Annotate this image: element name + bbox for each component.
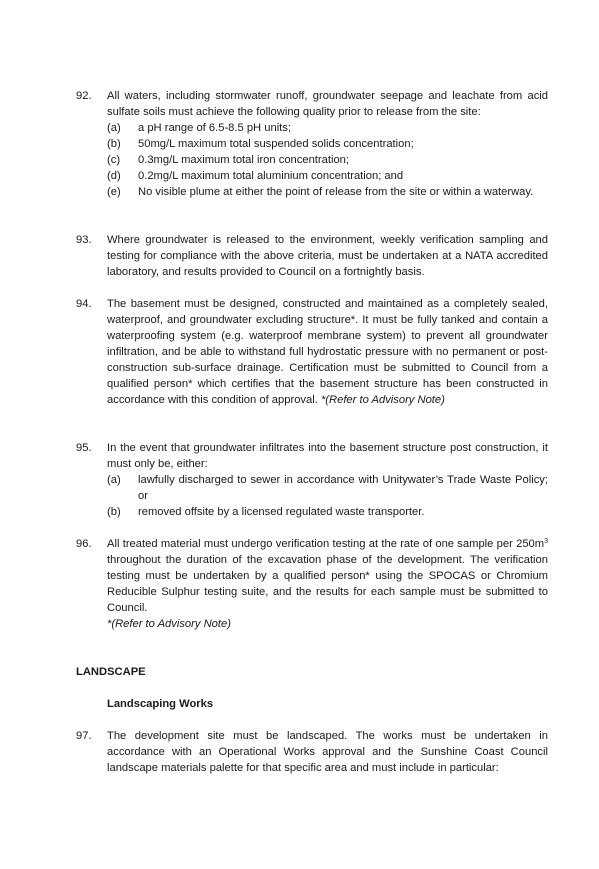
list-item-text: lawfully discharged to sewer in accordance with Unitywater’s Trade Waste Policy; or [138,474,548,502]
clause-number: 94. [76,298,92,310]
clause-text-continued: throughout the duration of the excavation phase of the development. The verification testing must be undertaken by a qualified person* using the SPOCAS or Chromium Reducible Sulphur testing suite, and the results for each sample must be submitted to Council. [107,554,548,614]
clause-96 [76,536,550,632]
list-item-text: No visible plume at either the point of release from the site or within a waterway. [138,186,534,198]
list-item [107,152,548,168]
clause-text: Where groundwater is released to the environment, weekly verification sampling and testing for compliance with the above criteria, must be undertaken at a NATA accredited laboratory, and results provided to Council on a fortnightly basis. [107,234,548,278]
subsection-heading: Landscaping Works [107,698,214,710]
list-item [107,136,548,152]
list-item [107,504,548,520]
list-item [107,168,548,184]
list-item-label: (c) [107,154,121,166]
clause-number: 92. [76,90,92,102]
list-item-label: (a) [107,474,121,486]
list-item-label: (b) [107,506,121,518]
list-item-text: 0.3mg/L maximum total iron concentration; [138,154,349,166]
clause-number: 96. [76,538,92,550]
clause-text: In the event that groundwater infiltrates into the basement structure post construction, it must only be, either: [107,442,548,470]
list-item-label: (b) [107,138,121,150]
list-item-text: 50mg/L maximum total suspended solids concentration; [138,138,414,150]
list-item-label: (a) [107,122,121,134]
list-item [107,472,548,504]
advisory-note-ref: *(Refer to Advisory Note) [320,394,445,406]
clause-92 [76,88,550,200]
clause-text: The development site must be landscaped. The works must be undertaken in accordance with an Operational Works approval and the Sunshine Coast Council landscape materials palette for that specific area and must include in particular: [107,730,548,774]
clause-number: 95. [76,442,92,454]
list-item-text: removed offsite by a licensed regulated waste transporter. [138,506,425,518]
list-item-text: 0.2mg/L maximum total aluminium concentration; and [138,170,404,182]
clause-94 [76,296,550,408]
clause-number: 97. [76,730,92,742]
list-item [107,184,548,200]
superscript: 3 [544,538,548,545]
clause-text: All treated material must undergo verification testing at the rate of one sample per 250m [107,538,545,550]
list-item-text: a pH range of 6.5-8.5 pH units; [138,122,291,134]
clause-97 [76,728,550,776]
list-item-label: (e) [107,186,121,198]
clause-number: 93. [76,234,92,246]
section-heading: LANDSCAPE [76,666,146,678]
list-item [107,120,548,136]
clause-95 [76,440,550,520]
clause-text: The basement must be designed, constructed and maintained as a completely sealed, waterproof, and groundwater excluding structure*. It must be fully tanked and contain a waterproofing system (e.g. waterproof membrane system) to prevent all groundwater infiltration, and be able to withstand full hydrostatic pressure with no permanent or post-construction sub-surface drainage. Certification must be submitted to Council from a qualified person* which certifies that the basement structure has been constructed in accordance with this condition of approval. [107,298,548,406]
clause-text: All waters, including stormwater runoff, groundwater seepage and leachate from acid sulfate soils must achieve the following quality prior to release from the site: [107,90,548,118]
advisory-note-ref: *(Refer to Advisory Note) [107,618,231,630]
clause-93 [76,232,550,280]
list-item-label: (d) [107,170,121,182]
